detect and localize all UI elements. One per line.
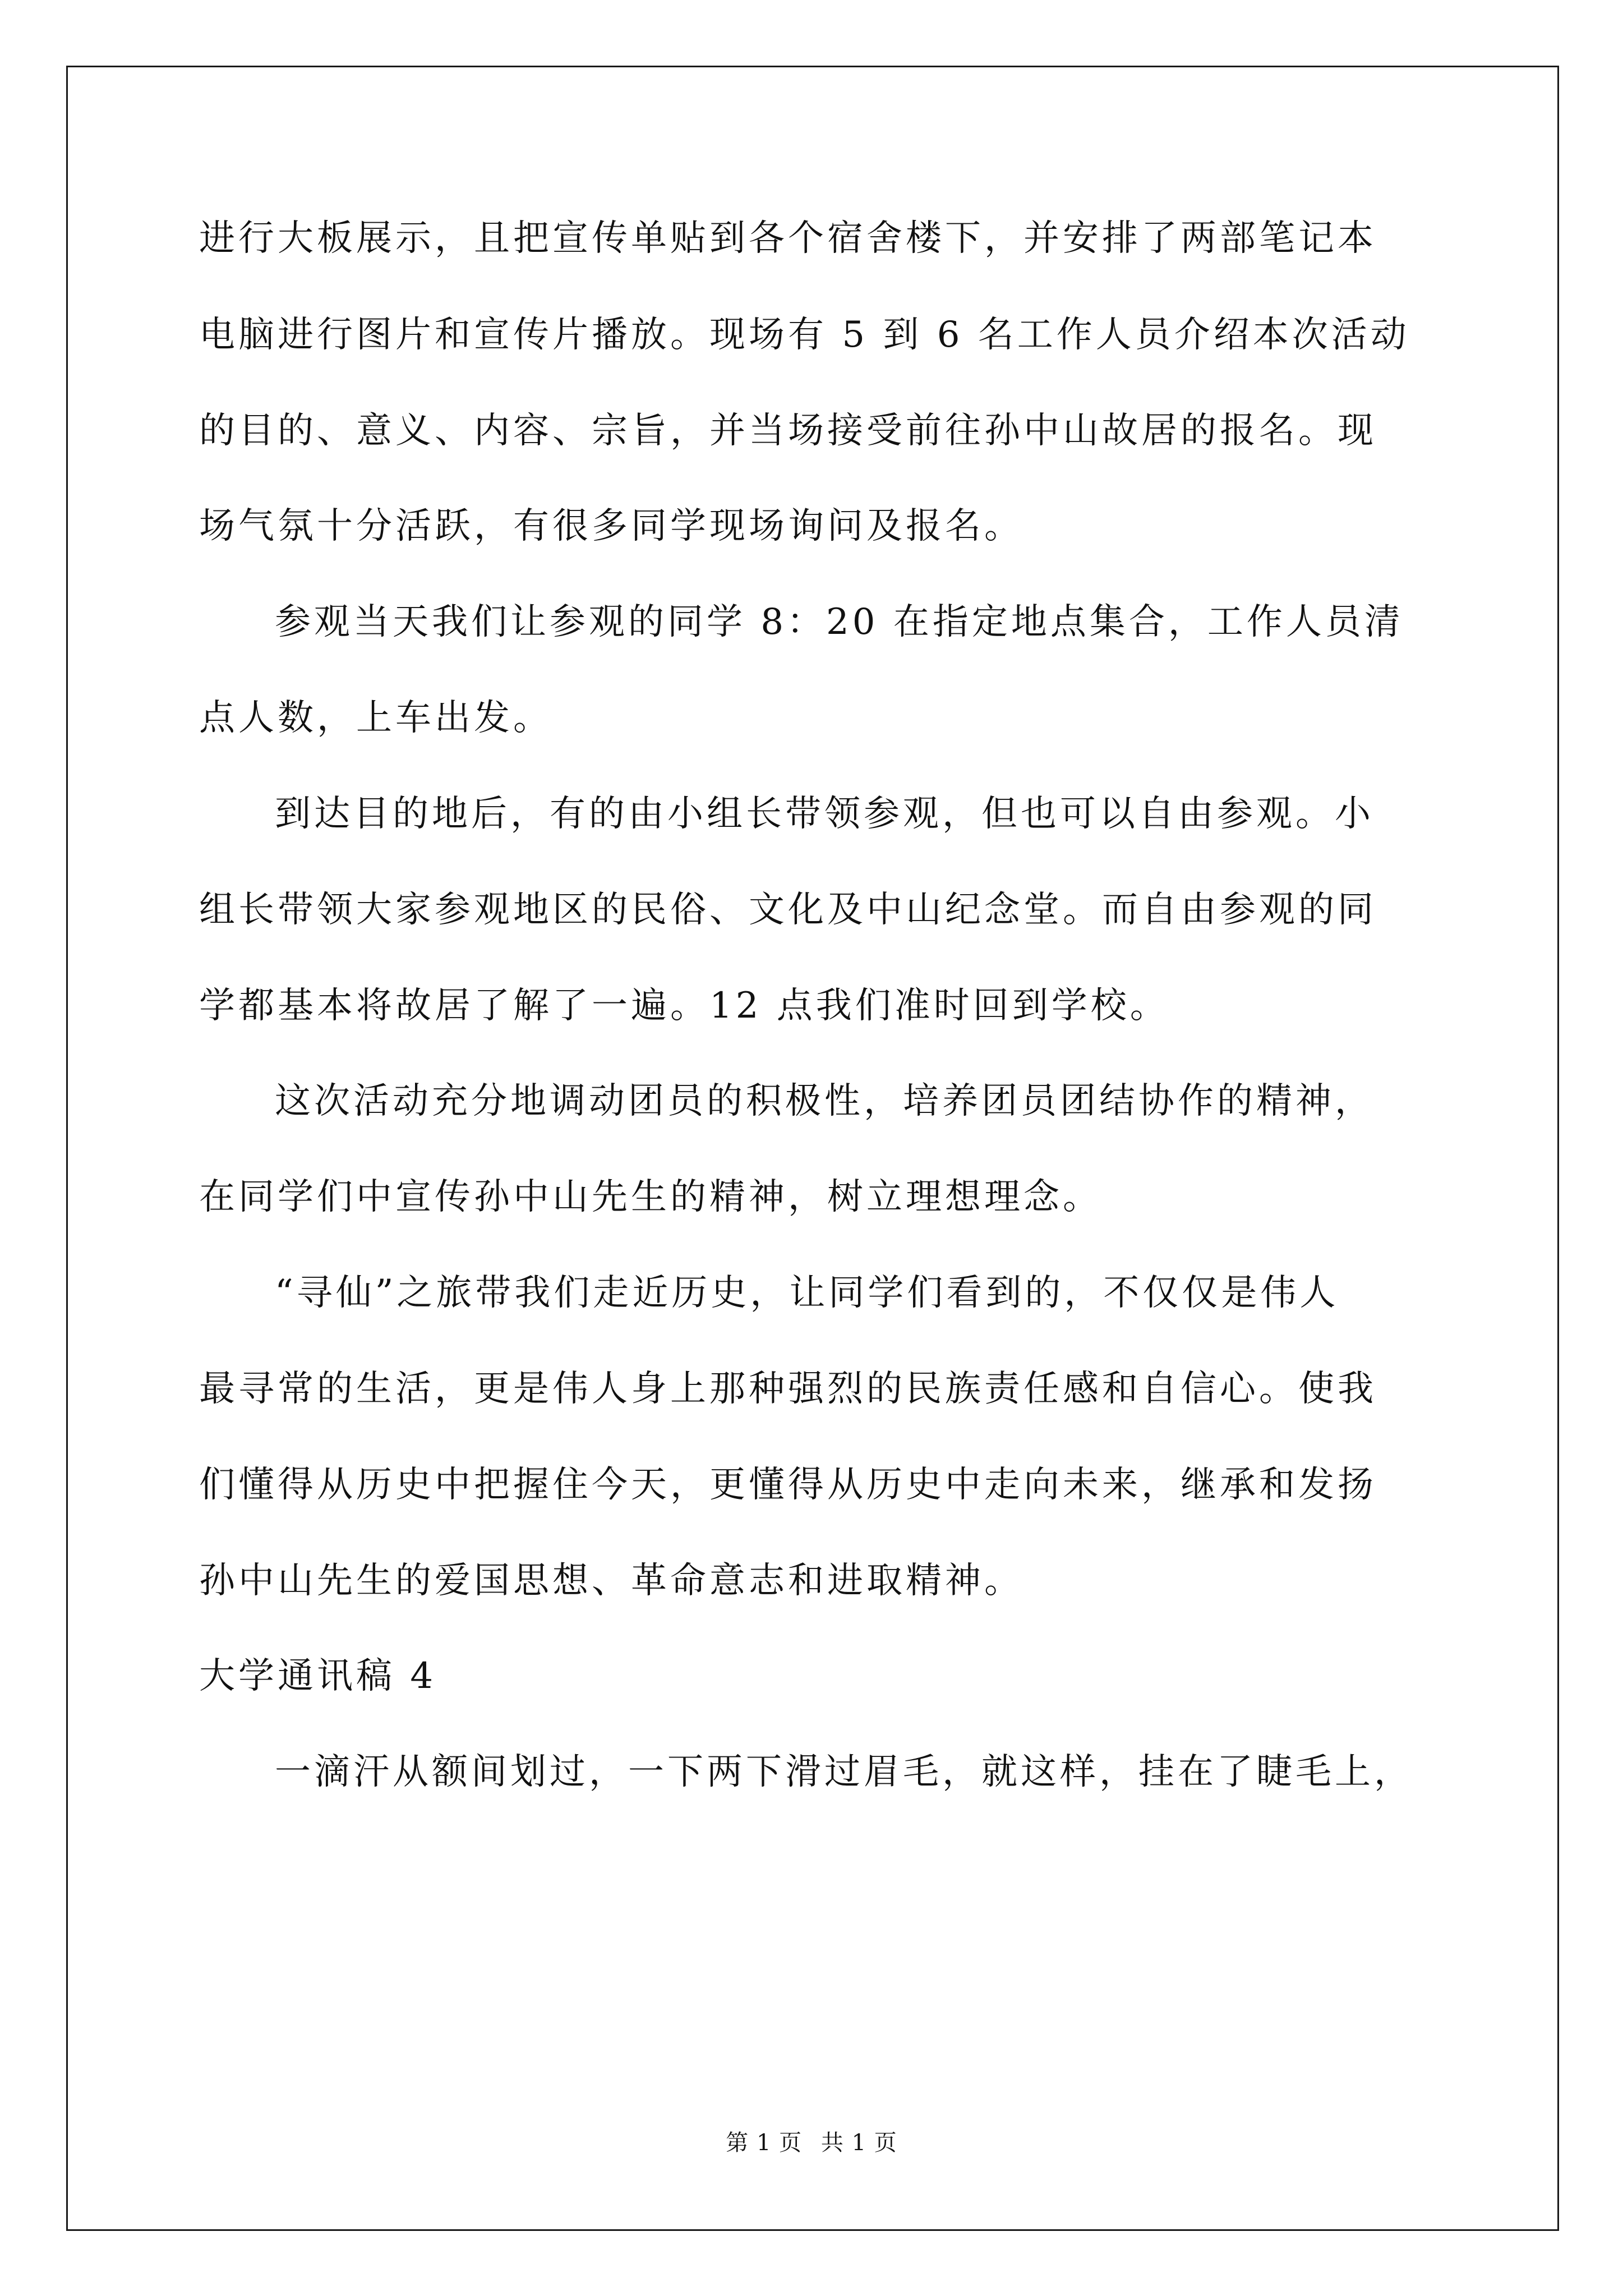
text-line: 孙中山先生的爱国思想、革命意志和进取精神。 [199,1560,1023,1602]
text-line: 场气氛十分活跃，有很多同学现场询问及报名。 [199,505,1023,547]
paragraph-start: “寻仙”之旅带我们走近历史，让同学们看到的，不仅仅是伟人 [275,1272,1339,1314]
text-line: 电脑进行图片和宣传片播放。现场有 5 到 6 名工作人员介绍本次活动 [199,314,1410,356]
text-line: 组长带领大家参观地区的民俗、文化及中山纪念堂。而自由参观的同 [199,889,1377,931]
page-total: 共 1 页 [820,2130,897,2156]
page-border [66,66,1559,2231]
paragraph-start: 这次活动充分地调动团员的积极性，培养团员团结协作的精神， [275,1080,1374,1122]
paragraph-start: 一滴汗从额间划过，一下两下滑过眉毛，就这样，挂在了睫毛上， [275,1751,1413,1793]
text-line: 点人数，上车出发。 [199,697,552,739]
page-number: 第 1 页 [726,2130,803,2156]
text-line: 最寻常的生活，更是伟人身上那种强烈的民族责任感和自信心。使我 [199,1368,1377,1410]
text-line: 们懂得从历史中把握住今天，更懂得从历史中走向未来，继承和发扬 [199,1464,1377,1506]
text-line: 进行大板展示，且把宣传单贴到各个宿舍楼下，并安排了两部笔记本 [199,218,1377,259]
text-line: 的目的、意义、内容、宗旨，并当场接受前往孙中山故居的报名。现 [199,410,1377,452]
paragraph-start: 参观当天我们让参观的同学 8：20 在指定地点集合，工作人员清 [275,601,1404,643]
section-heading: 大学通讯稿 4 [199,1655,437,1697]
page-footer [0,2129,1623,2157]
text-line: 在同学们中宣传孙中山先生的精神，树立理想理念。 [199,1176,1102,1218]
text-line: 学都基本将故居了解了一遍。12 点我们准时回到学校。 [199,985,1169,1027]
paragraph-start: 到达目的地后，有的由小组长带领参观，但也可以自由参观。小 [275,793,1374,835]
